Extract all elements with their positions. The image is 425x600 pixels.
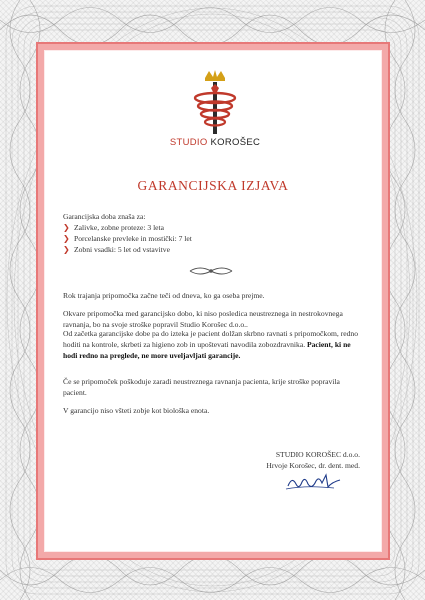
list-item-text: Zobni vsadki: 5 let od vstavitve xyxy=(74,244,170,254)
list-item-text: Zalivke, zobne proteze: 3 leta xyxy=(74,222,165,232)
list-item xyxy=(63,245,363,256)
chevron-right-icon: ❯ xyxy=(63,244,70,254)
company-name: STUDIO KOROŠEC d.o.o. xyxy=(275,450,360,459)
paragraph-obligations-bold: Pacient, ki ne hodi redno na preglede, ne more uveljavljati garancije. xyxy=(63,339,351,360)
warranty-periods-section xyxy=(63,212,363,256)
paragraph-obligations xyxy=(63,329,363,362)
ornament-divider-icon xyxy=(188,265,234,277)
handwritten-signature xyxy=(282,472,344,494)
paragraph-exclusion: V garancijo niso všteti zobje kot biološka enota. xyxy=(63,406,210,415)
list-item xyxy=(63,234,363,245)
list-item xyxy=(63,223,363,234)
intro-text: Garancijska doba znaša za: xyxy=(63,212,146,221)
brand-logo-text xyxy=(150,137,280,148)
paragraph-obligations-text: Od začetka garancijske dobe pa do izteka je pacient dolžan skrbno ravnati s pripomočkom, redno hoditi na kontrole, skrbeti za higieno zob in upoštevati navodila zobozdravnika. xyxy=(63,329,358,349)
chevron-right-icon: ❯ xyxy=(63,233,70,243)
paragraph-damage: Če se pripomoček poškoduje zaradi neustreznega ravnanja pacienta, krije stroške popravila pacient. xyxy=(63,377,340,397)
signatory-name: Hrvoje Korošec, dr. dent. med. xyxy=(266,460,360,470)
paragraph-duration-line1: Rok trajanja pripomočka začne teči od dneva, ko ga oseba prejme. xyxy=(63,290,265,300)
list-item-text: Porcelanske prevleke in mostički: 7 let xyxy=(74,233,192,243)
warranty-list xyxy=(63,223,363,256)
brand-name-part1: STUDIO xyxy=(169,137,208,148)
page-title: GARANCIJSKA IZJAVA xyxy=(137,178,289,193)
brand-name-part2: KOROŠEC xyxy=(210,137,261,148)
signature-block xyxy=(240,450,360,472)
chevron-right-icon: ❯ xyxy=(63,222,70,232)
paragraph-duration-line2: Okvare pripomočka med garancijsko dobo, ki niso posledica neustreznega in nestrokovnega ravnanja, bo na svoje stroške popravil Studio Korošec d.o.o.. xyxy=(63,309,343,329)
